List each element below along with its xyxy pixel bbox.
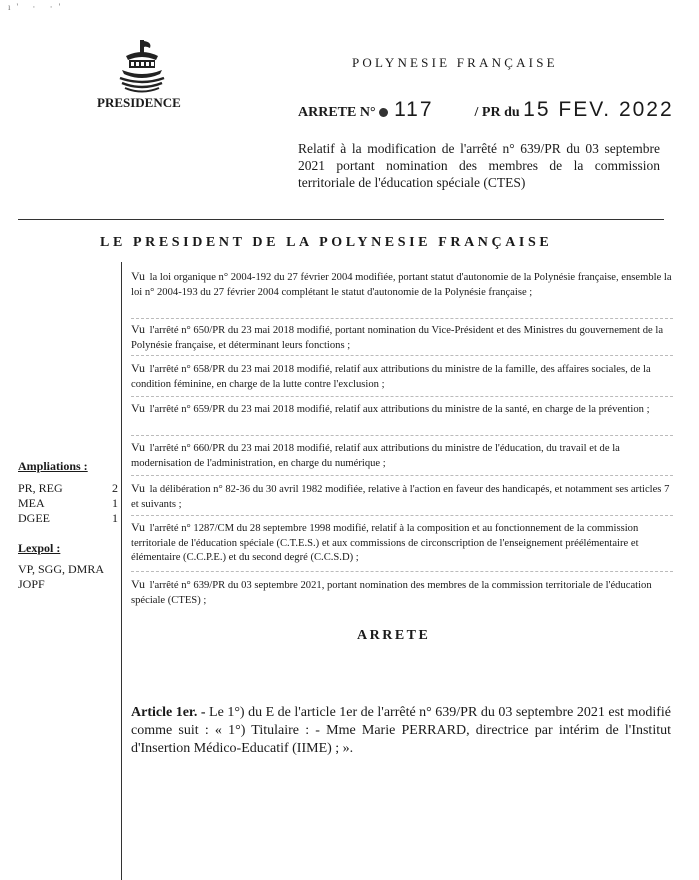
vu-label: Vu [131,520,145,534]
visa-item [131,440,673,471]
visa-item [131,401,673,418]
visa-item [131,577,673,608]
visa-separator [131,475,673,476]
vu-label: Vu [131,577,145,591]
visa-separator [131,396,673,397]
vu-label: Vu [131,361,145,375]
ampliation-count: 1 [112,496,118,510]
ampliation-row [18,512,118,525]
visa-item [131,269,673,300]
ampliation-row [18,482,118,495]
arrete-heading: ARRETE [357,628,431,643]
vu-label: Vu [131,322,145,336]
header-divider [18,219,664,220]
ampliation-count: 1 [112,511,118,525]
ampliation-name: MEA [18,496,45,510]
institution-label: PRESIDENCE [97,95,181,110]
scan-specks: ı' · ·' [8,2,67,12]
stamp-mark-icon [379,108,388,117]
article-text: Le 1°) du E de l'article 1er de l'arrêté n° 639/PR du 03 septembre 2021 est modifié comme suit : « 1°) Titulaire : - Mme Marie PERRARD, directrice par intérim de l'Institut d'Insertion Médico-Educatif (IIME) ; ». [131,705,672,756]
article-label: Article 1er. - [131,705,206,720]
ampliations-title: Ampliations : [18,459,88,473]
visa-item [131,361,673,392]
vu-label: Vu [131,481,145,495]
ampliation-name: PR, REG [18,481,63,495]
territory-label: POLYNESIE FRANÇAISE [352,55,558,70]
visa-separator [131,355,673,356]
visa-text: l'arrêté n° 658/PR du 23 mai 2018 modifié, relatif aux attributions du ministre de la famille, des affaires sociales, de la condition féminine, en charge de la lutte contre l'exclusion ; [131,364,651,390]
visa-separator [131,318,673,319]
ampliation-count: 2 [112,481,118,495]
polynesia-emblem-icon [116,38,168,96]
visa-item [131,322,673,353]
pr-du-label: / PR du [474,105,520,120]
arrete-prefix: ARRETE N° [298,105,376,120]
president-heading: LE PRESIDENT DE LA POLYNESIE FRANÇAISE [100,235,553,250]
visa-text: l'arrêté n° 659/PR du 23 mai 2018 modifié, relatif aux attributions du ministre de la santé, en charge de la prévention ; [149,404,650,415]
arrete-number: 117 [394,98,434,121]
lexpol-row: JOPF [18,577,45,591]
ampliation-row [18,497,118,510]
visa-text: la loi organique n° 2004-192 du 27 février 2004 modifiée, portant statut d'autonomie de la Polynésie française, ensemble la loi n° 2004-193 du 27 février 2004 complétant le statut d'autonomie de la Polynésie française ; [131,272,672,298]
ampliation-name: DGEE [18,511,50,525]
visa-item [131,481,673,512]
visa-item [131,520,673,566]
arrete-number-line [298,98,674,122]
vu-label: Vu [131,269,145,283]
visa-text: l'arrêté n° 1287/CM du 28 septembre 1998 modifié, relatif à la composition et au fonctionnement de la commission territoriale de l'éducation spéciale (C.T.E.S.) et aux commissions de circonscription de l'enseignement préélémentaire et élémentaire (C.C.P.E.) et du second degré (C.C.S.D) ; [131,523,639,563]
arrete-subject: Relatif à la modification de l'arrêté n° 639/PR du 03 septembre 2021 portant nomination des membres de la commission territoriale de l'éducation spéciale (CTES) [298,141,660,190]
vu-label: Vu [131,401,145,415]
visa-separator [131,571,673,572]
visa-separator [131,435,673,436]
visa-text: l'arrêté n° 650/PR du 23 mai 2018 modifié, portant nomination du Vice-Président et des Ministres du gouvernement de la Polynésie française, et déterminant leurs fonctions ; [131,325,664,351]
visa-separator [131,515,673,516]
margin-rule [121,262,122,880]
visa-text: l'arrêté n° 660/PR du 23 mai 2018 modifié, relatif aux attributions du ministre de l'éducation, du travail et de la modernisation de l'administration, en charge du numérique ; [131,443,620,469]
lexpol-row: VP, SGG, DMRA [18,562,105,576]
date-stamp: 15 FEV. 2022 [523,98,674,121]
article-1 [131,704,671,758]
vu-label: Vu [131,440,145,454]
visa-text: l'arrêté n° 639/PR du 03 septembre 2021, portant nomination des membres de la commission territoriale de l'éducation spéciale (CTES) ; [131,580,652,606]
lexpol-title: Lexpol : [18,541,61,555]
visa-text: la délibération n° 82-36 du 30 avril 1982 modifiée, relative à l'action en faveur des handicapés, et notamment ses articles 7 et suivants ; [131,484,670,510]
